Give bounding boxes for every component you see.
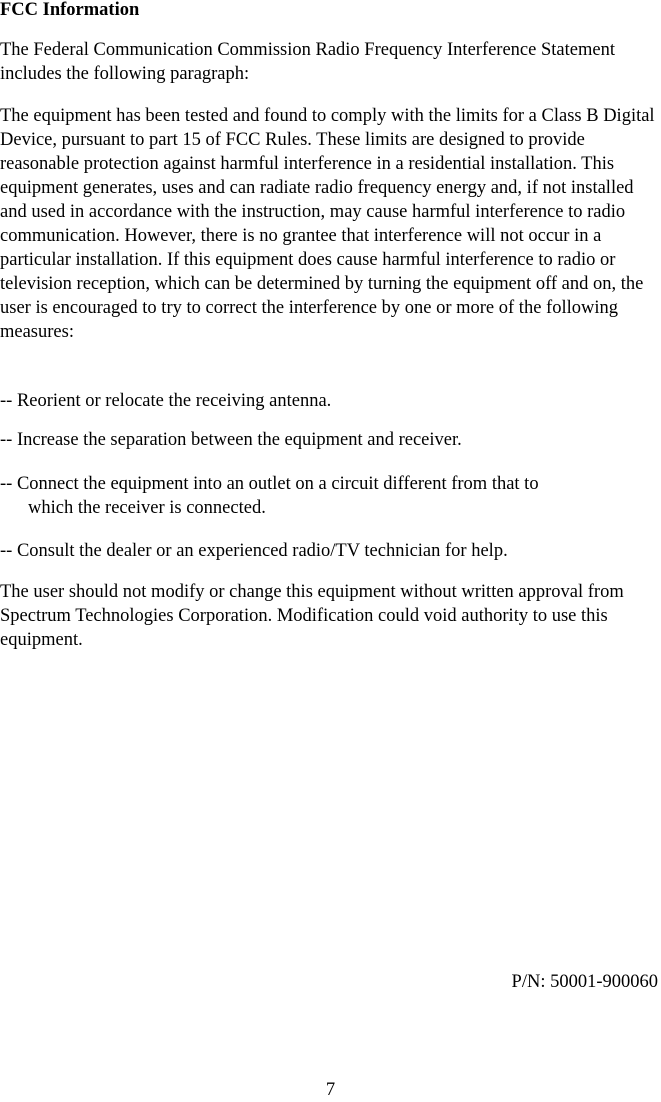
- measure-item: [0, 472, 661, 520]
- approval-paragraph: The user should not modify or change this equipment without written approval from Spectrum Technologies Corporation. Modification could void authority to use this equipment.: [0, 582, 624, 650]
- measure-item-text: -- Connect the equipment into an outlet on a circuit different from that to: [0, 474, 539, 494]
- document-title: FCC Information: [0, 0, 140, 20]
- intro-paragraph: The Federal Communication Commission Radio Frequency Interference Statement includes the following paragraph:: [0, 40, 615, 84]
- part-number: P/N: 50001-900060: [511, 972, 658, 992]
- measure-item-continuation: which the receiver is connected.: [28, 498, 266, 518]
- measure-item: -- Consult the dealer or an experienced radio/TV technician for help.: [0, 541, 508, 561]
- measure-item: -- Increase the separation between the equipment and receiver.: [0, 430, 462, 450]
- compliance-paragraph: The equipment has been tested and found to comply with the limits for a Class B Digital Device, pursuant to part 15 of FCC Rules. These limits are designed to provide reasonable protection against harmful interference in a residential installation. This equipment generates, uses and can radiate radio frequency energy and, if not installed and used in accordance with the instruction, may cause harmful interference to radio communication. However, there is no grantee that interference will not occur in a particular installation. If this equipment does cause harmful interference to radio or television reception, which can be determined by turning the equipment off and on, the user is encouraged to try to correct the interference by one or more of the following measures:: [0, 106, 655, 342]
- measure-item: -- Reorient or relocate the receiving antenna.: [0, 391, 332, 411]
- page-number: 7: [325, 1080, 336, 1100]
